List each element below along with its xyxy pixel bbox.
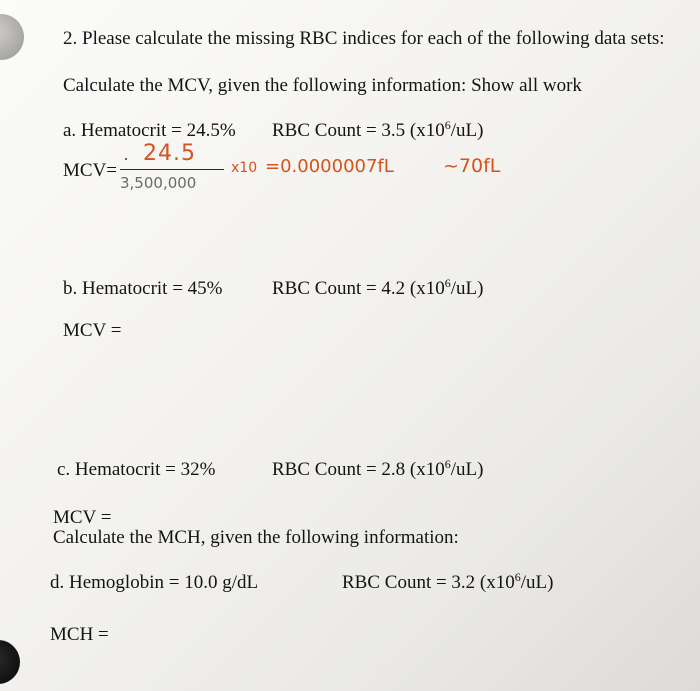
set-c-rbc-prefix: RBC Count = 2.8 (x10 [272, 459, 445, 480]
set-c-hematocrit: c. Hematocrit = 32% [57, 459, 216, 480]
mcv-instruction: Calculate the MCV, given the following information: Show all work [63, 75, 582, 96]
handwritten-multiplier: x10 [231, 160, 258, 176]
set-d-rbc-count [342, 572, 553, 594]
set-a-rbc-suffix: /uL) [450, 120, 484, 141]
set-a-rbc-count [272, 120, 483, 142]
set-d-mch-label: MCH = [50, 624, 109, 645]
set-a-hematocrit: a. Hematocrit = 24.5% [63, 120, 236, 141]
set-a-rbc-exponent: 6 [444, 118, 451, 132]
set-b-mcv-label: MCV = [63, 320, 122, 341]
set-b-rbc-count [272, 278, 483, 300]
set-c-rbc-exponent: 6 [444, 457, 451, 471]
set-b-rbc-suffix: /uL) [450, 278, 484, 299]
handwritten-result: =0.0000007fL [265, 156, 394, 177]
set-d-rbc-suffix: /uL) [520, 572, 554, 593]
handwritten-denominator: 3,500,000 [120, 174, 197, 192]
handwritten-dot [125, 158, 127, 160]
set-b-hematocrit: b. Hematocrit = 45% [63, 278, 223, 299]
set-d-rbc-prefix: RBC Count = 3.2 (x10 [342, 572, 515, 593]
set-d-hemoglobin: d. Hemoglobin = 10.0 g/dL [50, 572, 259, 593]
set-b-rbc-prefix: RBC Count = 4.2 (x10 [272, 278, 445, 299]
set-b-rbc-exponent: 6 [444, 276, 451, 290]
set-c-mcv-label: MCV = [53, 507, 112, 528]
set-a-rbc-prefix: RBC Count = 3.5 (x10 [272, 120, 445, 141]
set-a-mcv-label: MCV= [63, 160, 118, 181]
set-c-rbc-count [272, 459, 483, 481]
handwritten-approx: ~70fL [443, 155, 501, 177]
set-d-rbc-exponent: 6 [514, 570, 521, 584]
mch-instruction: Calculate the MCH, given the following information: [53, 527, 459, 548]
fraction-bar [120, 169, 224, 170]
handwritten-numerator: 24.5 [143, 141, 196, 166]
question-heading: 2. Please calculate the missing RBC indices for each of the following data sets: [63, 28, 665, 49]
set-c-rbc-suffix: /uL) [450, 459, 484, 480]
